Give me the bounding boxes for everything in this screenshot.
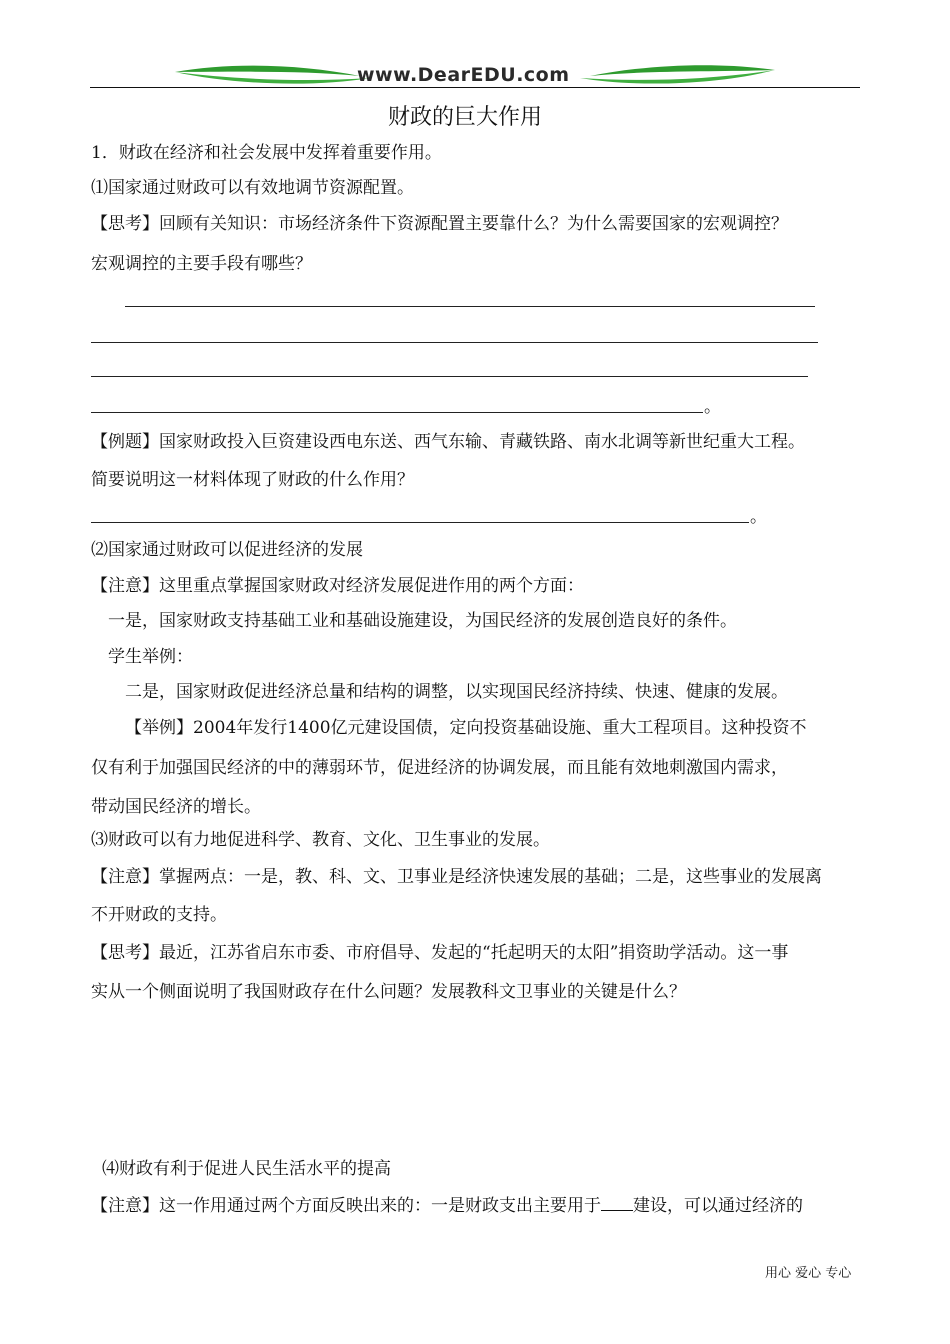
answer-line (91, 376, 808, 377)
answer-line (91, 342, 818, 343)
note3-line1: 【注意】掌握两点：一是，教、科、文、卫事业是经济快速发展的基础；二是，这些事业的发展离 (91, 867, 822, 887)
point1: 一是，国家财政支持基础工业和基础设施建设，为国民经济的发展创造良好的条件。 (108, 611, 737, 631)
example2-line3: 带动国民经济的增长。 (91, 797, 261, 817)
student-example: 学生举例： (108, 647, 193, 667)
footer-slogan: 用心 爱心 专心 (765, 1266, 852, 1281)
logo-left-swoosh (175, 66, 360, 76)
fill-blank (601, 1194, 633, 1211)
logo-right-swoosh-lower (580, 70, 775, 84)
section-heading: 1．财政在经济和社会发展中发挥着重要作用。 (91, 143, 442, 163)
think1-line2: 宏观调控的主要手段有哪些？ (91, 254, 312, 274)
subsection-2: ⑵国家通过财政可以促进经济的发展 (91, 540, 363, 560)
think1-line1: 【思考】回顾有关知识：市场经济条件下资源配置主要靠什么？为什么需要国家的宏观调控？ (91, 214, 788, 234)
point2: 二是，国家财政促进经济总量和结构的调整，以实现国民经济持续、快速、健康的发展。 (125, 682, 788, 702)
note2: 【注意】这里重点掌握国家财政对经济发展促进作用的两个方面： (91, 576, 584, 596)
header-rule (90, 87, 860, 88)
answer-line (91, 522, 749, 523)
answer-line (91, 412, 703, 413)
answer-line (125, 306, 815, 307)
example2-line1: 【举例】2004年发行1400亿元建设国债，定向投资基础设施、重大工程项目。这种投资不 (125, 718, 807, 738)
think2-line1: 【思考】最近，江苏省启东市委、市府倡导、发起的“托起明天的太阳”捐资助学活动。这一事 (91, 943, 789, 963)
period-mark: 。 (704, 397, 721, 417)
logo-text: www.DearEDU.com (357, 64, 570, 86)
subsection-4: ⑷财政有利于促进人民生活水平的提高 (102, 1159, 391, 1179)
note4-part2: 建设，可以通过经济的 (633, 1196, 803, 1216)
example2-line2: 仅有利于加强国民经济的中的薄弱环节，促进经济的协调发展，而且能有效地刺激国内需求， (91, 758, 788, 778)
period-mark: 。 (750, 507, 767, 527)
note3-line2: 不开财政的支持。 (91, 905, 227, 925)
example1-line1: 【例题】国家财政投入巨资建设西电东送、西气东输、青藏铁路、南水北调等新世纪重大工程。 (91, 432, 805, 452)
subsection-1: ⑴国家通过财政可以有效地调节资源配置。 (91, 178, 414, 198)
note4-part1: 【注意】这一作用通过两个方面反映出来的：一是财政支出主要用于 (91, 1196, 601, 1216)
subsection-3: ⑶财政可以有力地促进科学、教育、文化、卫生事业的发展。 (91, 830, 550, 850)
page-title: 财政的巨大作用 (388, 105, 543, 130)
think2-line2: 实从一个侧面说明了我国财政存在什么问题？发展教科文卫事业的关键是什么？ (91, 982, 686, 1002)
example1-line2: 简要说明这一材料体现了财政的什么作用？ (91, 470, 414, 490)
note4 (91, 1194, 803, 1216)
